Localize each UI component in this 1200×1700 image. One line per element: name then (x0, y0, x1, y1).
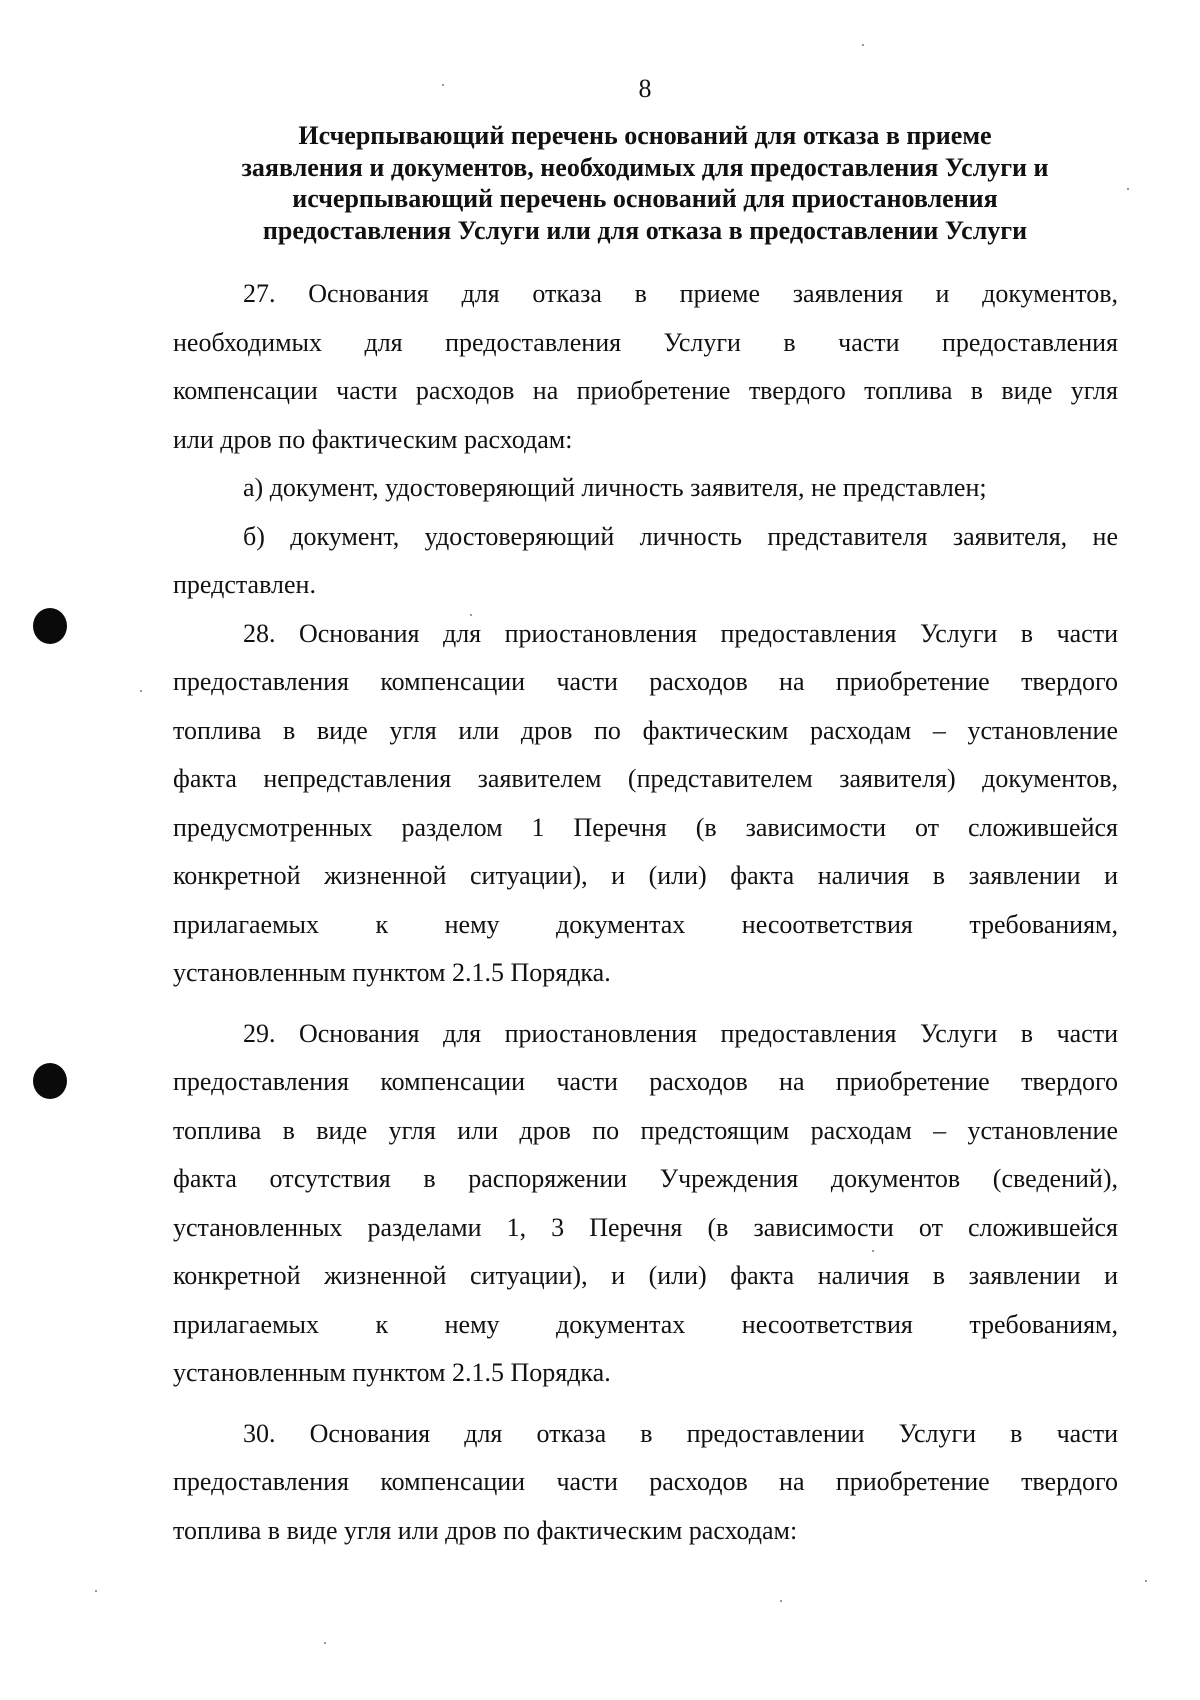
heading-line: заявления и документов, необходимых для предоставления Услуги и (241, 152, 1049, 182)
scan-speck (140, 690, 142, 692)
paragraph-30 (173, 1410, 1118, 1556)
scan-speck (470, 614, 472, 616)
text-line: представлен. (173, 570, 316, 599)
text-line: конкретной жизненной ситуации), и (или) факта наличия в заявлении и (173, 861, 1118, 890)
paragraph-28 (173, 610, 1118, 998)
heading-line: Исчерпывающий перечень оснований для отказа в приеме (298, 121, 992, 150)
text-line: установленным пунктом 2.1.5 Порядка. (173, 958, 611, 987)
scan-speck (442, 84, 444, 86)
section-heading (195, 120, 1095, 246)
text-line: предоставления компенсации части расходов на приобретение твердого (173, 1067, 1118, 1096)
text-line: а) документ, удостоверяющий личность заявителя, не представлен; (243, 473, 987, 502)
text-line: топлива в виде угля или дров по фактическим расходам: (173, 1515, 798, 1545)
document-body (173, 270, 1118, 1555)
text-line: компенсации части расходов на приобретение твердого топлива в виде угля (173, 376, 1118, 405)
page-number: 8 (638, 74, 652, 103)
paragraph-29 (173, 1010, 1118, 1398)
heading-line: исчерпывающий перечень оснований для приостановления (292, 184, 998, 213)
text-line: б) документ, удостоверяющий личность представителя заявителя, не (243, 521, 1118, 551)
text-line: 29. Основания для приостановления предоставления Услуги в части (243, 1018, 1118, 1048)
text-line: предоставления компенсации части расходов на приобретение твердого (173, 1467, 1118, 1496)
text-line: топлива в виде угля или дров по фактическим расходам – установление (173, 715, 1118, 745)
text-line: прилагаемых к нему документах несоответствия требованиям, (173, 1309, 1118, 1339)
scan-speck (1127, 188, 1129, 190)
text-line: или дров по фактическим расходам: (173, 424, 573, 454)
scan-speck (780, 1600, 782, 1602)
scan-speck (1145, 1580, 1147, 1582)
punch-hole-mark (33, 1063, 67, 1099)
text-line: прилагаемых к нему документах несоответствия требованиям, (173, 909, 1118, 939)
text-line: топлива в виде угля или дров по предстоящим расходам – установление (173, 1115, 1118, 1145)
text-line: 27. Основания для отказа в приеме заявления и документов, (243, 279, 1118, 308)
punch-hole-mark (33, 608, 67, 644)
paragraph-gap (173, 1398, 1118, 1410)
text-line: предусмотренных разделом 1 Перечня (в зависимости от сложившейся (173, 812, 1118, 842)
paragraph-27-a (173, 464, 1118, 513)
scan-speck (324, 1642, 326, 1644)
text-line: установленных разделами 1, 3 Перечня (в зависимости от сложившейся (173, 1212, 1118, 1242)
text-line: 30. Основания для отказа в предоставлении Услуги в части (243, 1418, 1118, 1448)
scan-speck (872, 1250, 874, 1252)
text-line: конкретной жизненной ситуации), и (или) факта наличия в заявлении и (173, 1261, 1118, 1290)
text-line: 28. Основания для приостановления предоставления Услуги в части (243, 618, 1118, 648)
paragraph-27 (173, 270, 1118, 464)
scan-speck (95, 1590, 97, 1592)
scan-speck (862, 44, 864, 46)
text-line: предоставления компенсации части расходов на приобретение твердого (173, 667, 1118, 696)
heading-line: предоставления Услуги или для отказа в предоставлении Услуги (262, 215, 1028, 245)
text-line: необходимых для предоставления Услуги в части предоставления (173, 327, 1118, 357)
text-line: факта отсутствия в распоряжении Учреждения документов (сведений), (173, 1164, 1118, 1193)
paragraph-27-b (173, 513, 1118, 610)
text-line: установленным пунктом 2.1.5 Порядка. (173, 1358, 611, 1387)
paragraph-gap (173, 998, 1118, 1010)
text-line: факта непредставления заявителем (представителем заявителя) документов, (173, 764, 1118, 793)
